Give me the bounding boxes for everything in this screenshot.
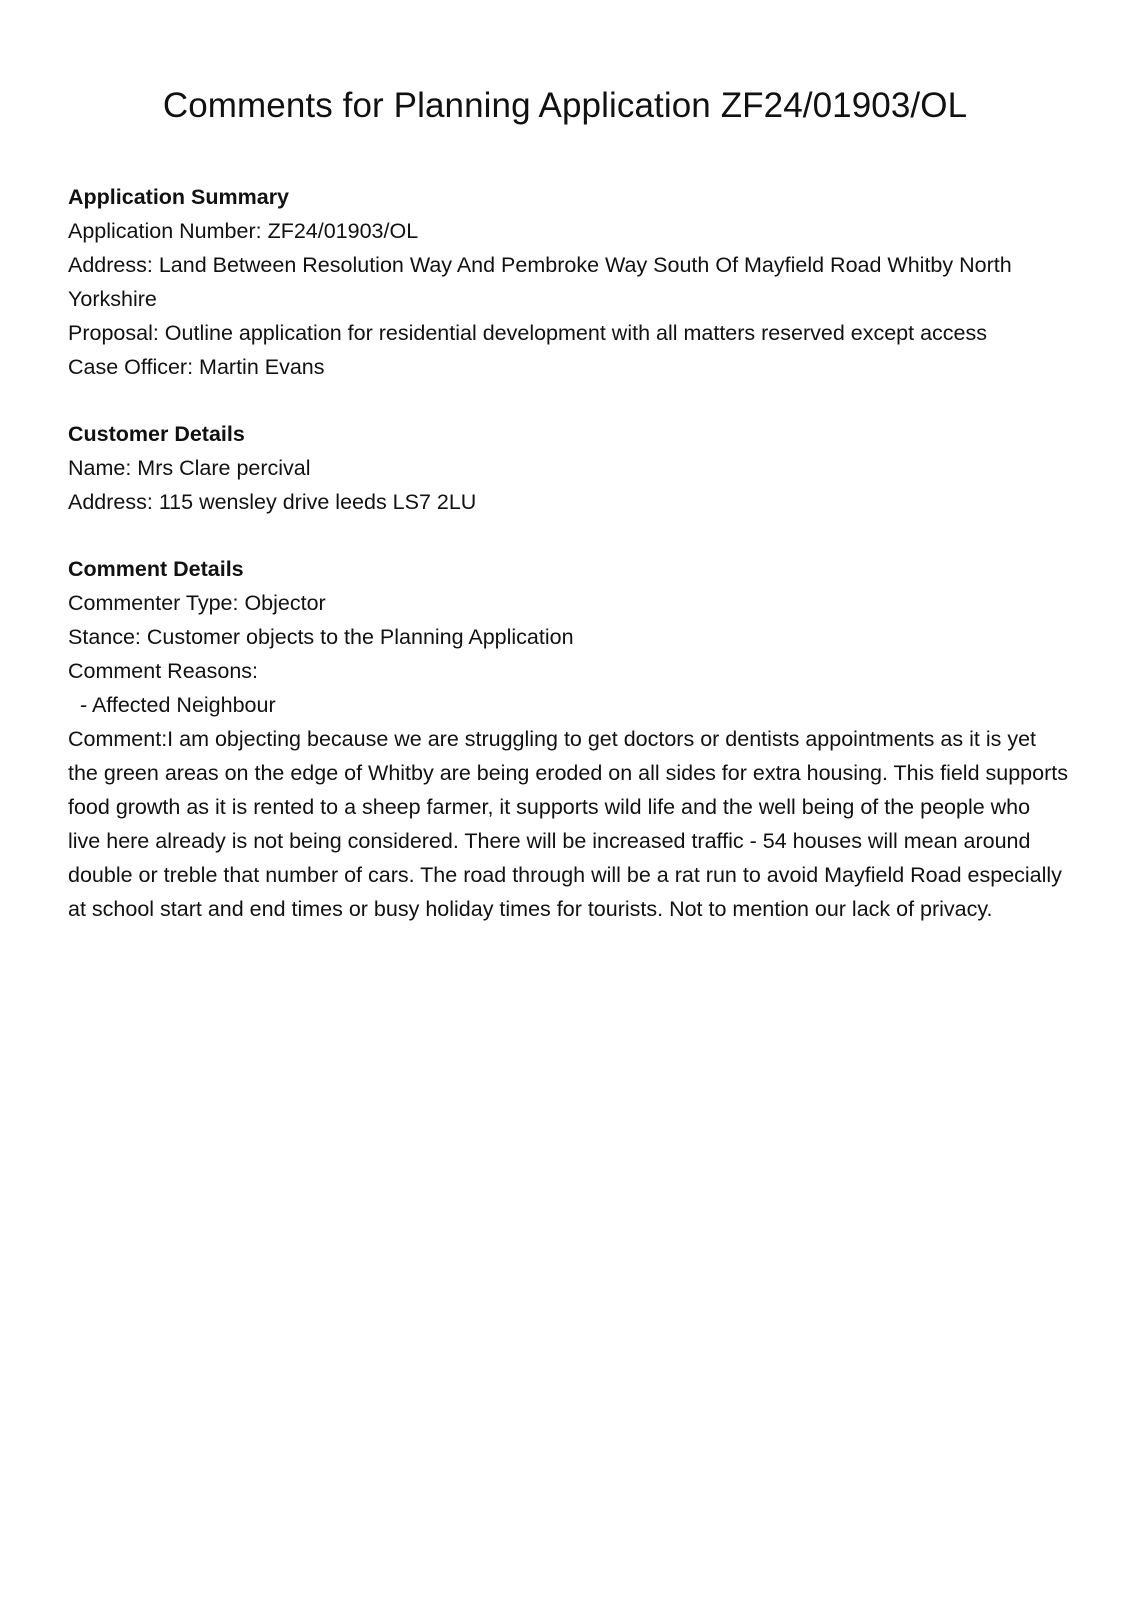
- comment-details-heading: Comment Details: [68, 557, 244, 581]
- application-summary-section: [68, 180, 1068, 384]
- comment-details-section: [68, 552, 1068, 926]
- case-officer: Case Officer: Martin Evans: [68, 355, 325, 379]
- customer-details-heading: Customer Details: [68, 422, 245, 446]
- customer-details-section: [68, 417, 1068, 519]
- application-address: Address: Land Between Resolution Way And Pembroke Way South Of Mayfield Road Whitby North Yorkshire: [68, 253, 1012, 311]
- application-number: Application Number: ZF24/01903/OL: [68, 219, 419, 243]
- commenter-type: Commenter Type: Objector: [68, 591, 326, 615]
- stance: Stance: Customer objects to the Planning Application: [68, 625, 574, 649]
- document-body: [68, 180, 1068, 959]
- application-proposal: Proposal: Outline application for residential development with all matters reserved except access: [68, 321, 987, 345]
- comment-reasons-label: Comment Reasons:: [68, 659, 258, 683]
- comment-reason-item: - Affected Neighbour: [80, 693, 276, 717]
- comment-text: Comment:I am objecting because we are struggling to get doctors or dentists appointments as it is yet the green areas on the edge of Whitby are being eroded on all sides for extra housing. This field supports food growth as it is rented to a sheep farmer, it supports wild life and the well being of the people who live here already is not being considered. There will be increased traffic - 54 houses will mean around double or treble that number of cars. The road through will be a rat run to avoid Mayfield Road especially at school start and end times or busy holiday times for tourists. Not to mention our lack of privacy.: [68, 727, 1068, 921]
- application-summary-heading: Application Summary: [68, 185, 290, 209]
- customer-address: Address: 115 wensley drive leeds LS7 2LU: [68, 490, 477, 514]
- page-title: Comments for Planning Application ZF24/01903/OL: [162, 86, 968, 125]
- customer-name: Name: Mrs Clare percival: [68, 456, 311, 480]
